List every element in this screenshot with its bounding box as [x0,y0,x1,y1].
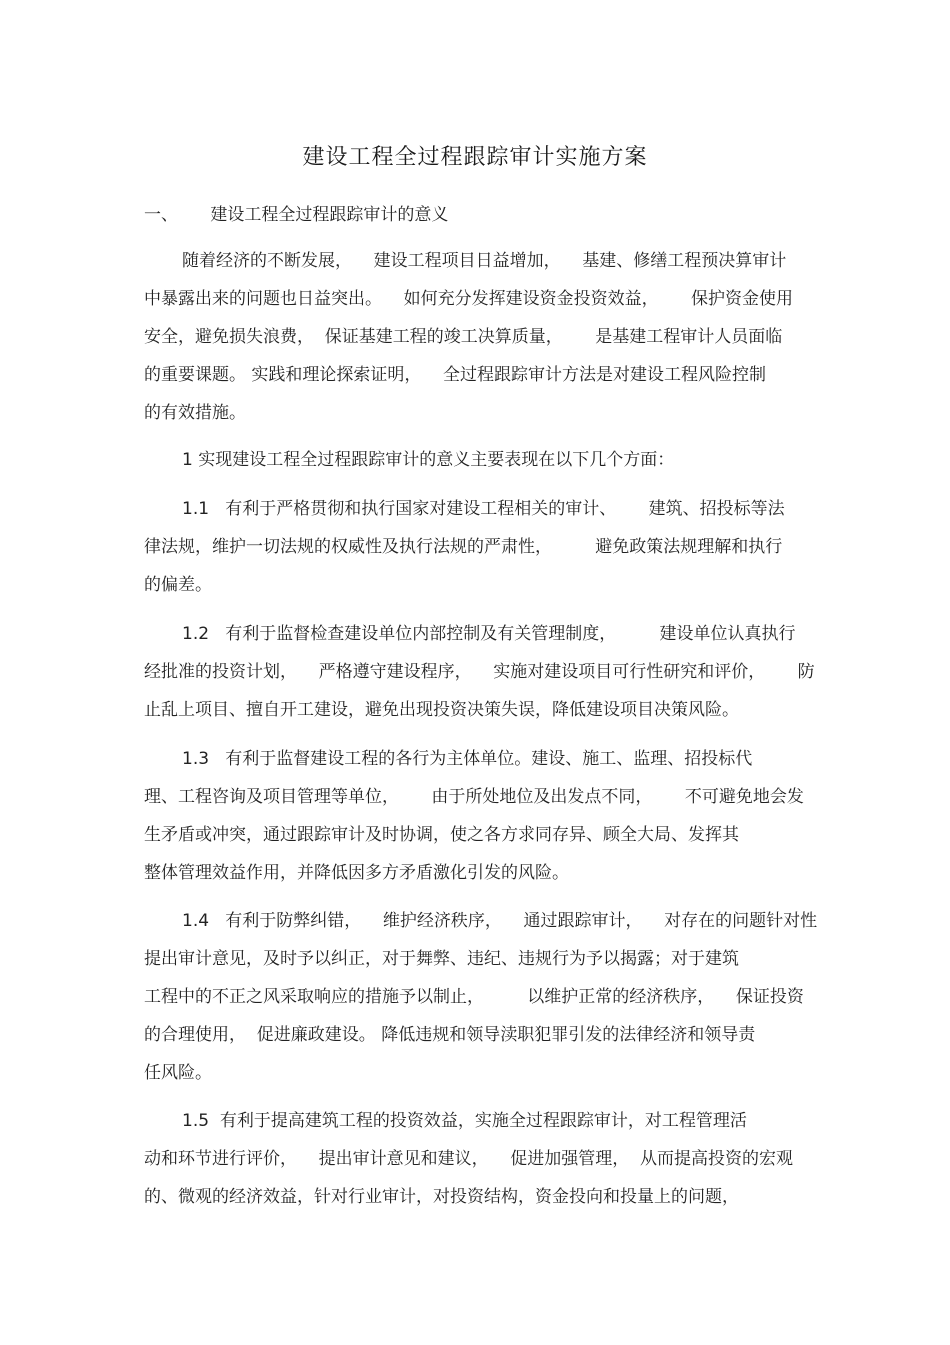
paragraph-line: 1.5 有利于提高建筑工程的投资效益，实施全过程跟踪审计，对工程管理活 [182,1111,747,1131]
paragraph-line: 的有效措施。 [144,403,246,423]
paragraph-line: 1.3 有利于监督建设工程的各行为主体单位。建设、施工、监理、招投标代 [182,749,753,769]
paragraph-line: 1 实现建设工程全过程跟踪审计的意义主要表现在以下几个方面： [182,450,675,470]
paragraph-intro [144,242,812,432]
paragraph-line: 经批准的投资计划， 严格遵守建设程序， 实施对建设项目可行性研究和评价， 防 [144,662,815,682]
paragraph-point-1 [144,441,812,479]
document-title: 建设工程全过程跟踪审计实施方案 [302,145,648,170]
paragraph-line: 工程中的不正之风采取响应的措施予以制止， 以维护正常的经济秩序， 保证投资 [144,987,804,1007]
paragraph-line: 的、微观的经济效益，针对行业审计，对投资结构，资金投向和投量上的问题， [144,1187,739,1207]
section-heading: 一、 建设工程全过程跟踪审计的意义 [144,205,449,225]
paragraph-line: 理、工程咨询及项目管理等单位， 由于所处地位及出发点不同， 不可避免地会发 [144,787,804,807]
paragraph-line: 动和环节进行评价， 提出审计意见和建议， 促进加强管理， 从而提高投资的宏观 [144,1149,794,1169]
paragraph-point-1-5 [144,1102,812,1216]
paragraph-line: 生矛盾或冲突，通过跟踪审计及时协调，使之各方求同存异、顾全大局、发挥其 [144,825,739,845]
paragraph-point-1-1 [144,490,812,604]
paragraph-line: 整体管理效益作用，并降低因多方矛盾激化引发的风险。 [144,863,569,883]
paragraph-line: 随着经济的不断发展， 建设工程项目日益增加， 基建、修缮工程预决算审计 [182,251,787,271]
paragraph-line: 1.1 有利于严格贯彻和执行国家对建设工程相关的审计、 建筑、招投标等法 [182,499,785,519]
paragraph-line: 的合理使用， 促进廉政建设。 降低违规和领导渎职犯罪引发的法律经济和领导责 [144,1025,756,1045]
paragraph-point-1-4 [144,902,818,1092]
paragraph-line: 止乱上项目、擅自开工建设，避免出现投资决策失误，降低建设项目决策风险。 [144,700,739,720]
paragraph-line: 提出审计意见，及时予以纠正，对于舞弊、违纪、违规行为予以揭露；对于建筑 [144,949,739,969]
paragraph-line: 1.4 有利于防弊纠错， 维护经济秩序， 通过跟踪审计， 对存在的问题针对性 [182,911,818,931]
paragraph-line: 的偏差。 [144,575,212,595]
paragraph-line: 安全，避免损失浪费， 保证基建工程的竣工决算质量， 是基建工程审计人员面临 [144,327,783,347]
paragraph-line: 的重要课题。 实践和理论探索证明， 全过程跟踪审计方法是对建设工程风险控制 [144,365,767,385]
paragraph-line: 律法规，维护一切法规的权威性及执行法规的严肃性， 避免政策法规理解和执行 [144,537,783,557]
paragraph-point-1-3 [144,740,812,892]
paragraph-line: 1.2 有利于监督检查建设单位内部控制及有关管理制度， 建设单位认真执行 [182,624,796,644]
paragraph-line: 中暴露出来的问题也日益突出。 如何充分发挥建设资金投资效益， 保护资金使用 [144,289,794,309]
paragraph-point-1-2 [144,615,815,729]
paragraph-line: 任风险。 [144,1063,212,1083]
